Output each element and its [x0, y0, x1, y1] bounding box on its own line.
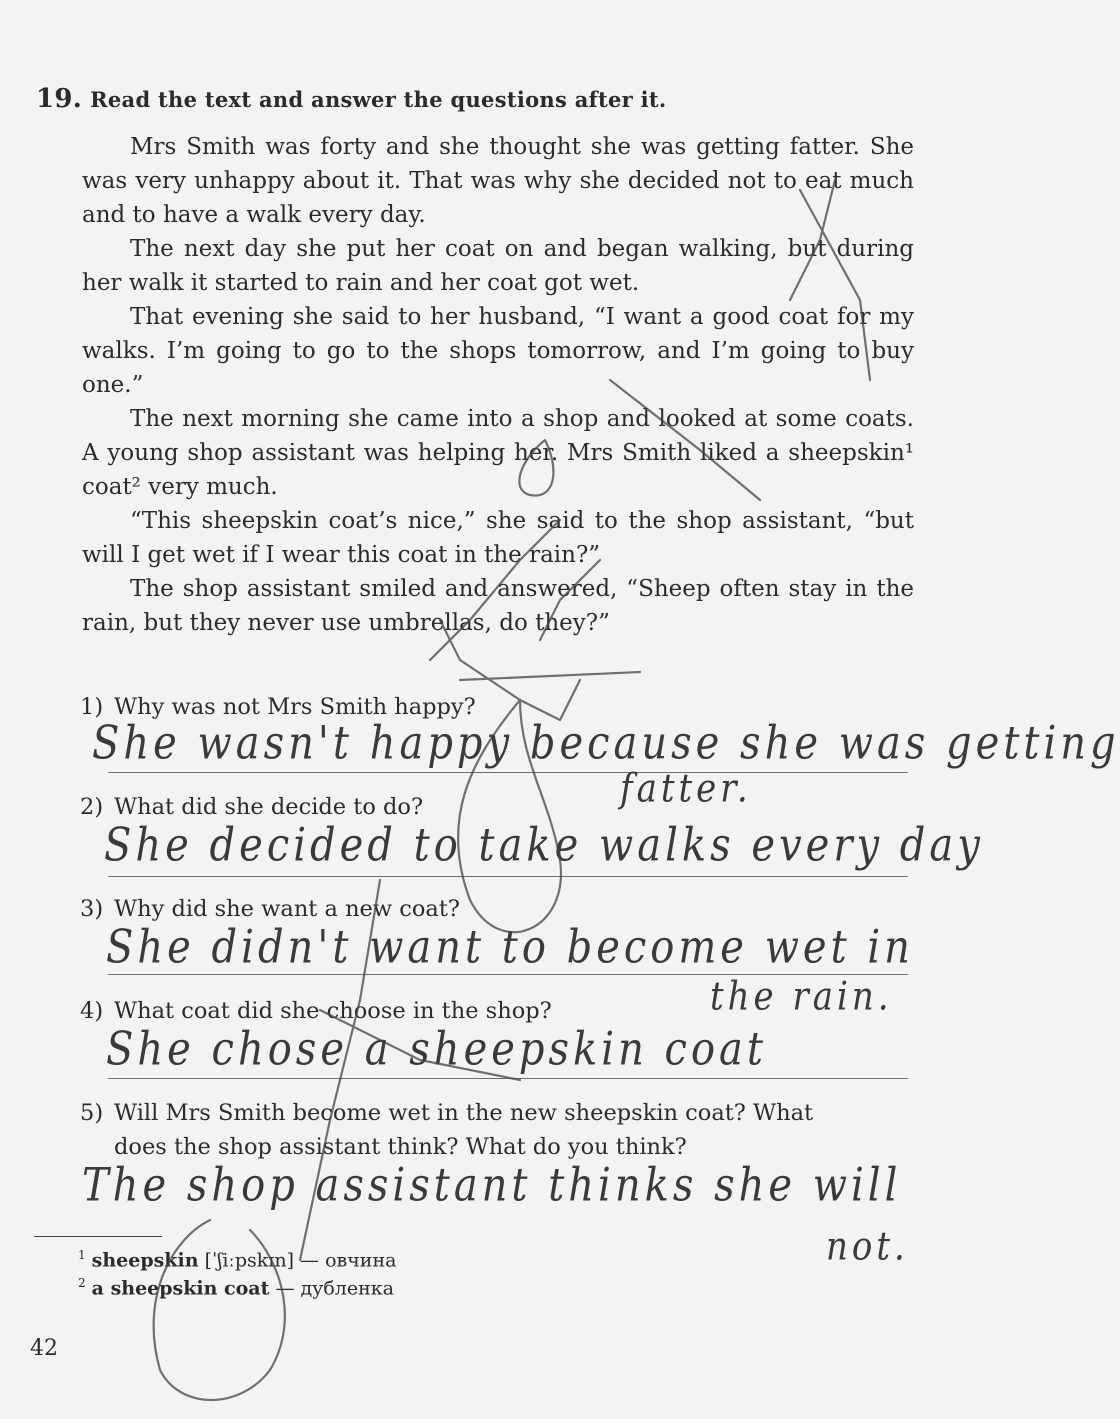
story-paragraph: The next day she put her coat on and began walking, but during her walk it started to rain and her coat got wet. — [82, 236, 914, 296]
answer-line-4 — [108, 1078, 908, 1079]
answer-5-continuation: not. — [826, 1224, 909, 1270]
page-number: 42 — [30, 1336, 58, 1361]
exercise-number: 19. — [36, 84, 83, 114]
story-paragraph: The next morning she came into a shop and looked at some coats. A young shop assistant was helping her. Mrs Smith liked a sheepskin¹ coat² very much. — [82, 406, 914, 500]
question-1: 1) Why was not Mrs Smith happy? — [80, 694, 476, 720]
question-5: 5) Will Mrs Smith become wet in the new sheepskin coat? What does the shop assistant think? What do you think? — [80, 1100, 814, 1160]
answer-line-1 — [108, 772, 908, 773]
footnote-2: $^2$ a sheepskin coat — дубленка — [78, 1276, 394, 1300]
answer-3-handwriting: She didn't want to become wet in — [106, 921, 914, 974]
question-2: 2) What did she decide to do? — [80, 794, 424, 820]
story-paragraph: The shop assistant smiled and answered, “Sheep often stay in the rain, but they never use umbrellas, do they?” — [82, 576, 914, 636]
answer-3-continuation: the rain. — [710, 974, 893, 1020]
exercise-instruction: Read the text and answer the questions after it. — [90, 87, 667, 112]
question-3: 3) Why did she want a new coat? — [80, 896, 460, 922]
answer-line-2 — [108, 876, 908, 877]
answer-5-handwriting: The shop assistant thinks she will — [82, 1159, 902, 1212]
answer-1-continuation: fatter. — [620, 766, 752, 812]
story-paragraph: Mrs Smith was forty and she thought she was getting fatter. She was very unhappy about it. That was why she decided not to eat much and to have a walk every day. — [82, 134, 914, 228]
footnote-divider — [34, 1236, 162, 1237]
story-paragraph: “This sheepskin coat’s nice,” she said to the shop assistant, “but will I get wet if I wear this coat in the rain?” — [82, 508, 914, 568]
story-paragraph: That evening she said to her husband, “I want a good coat for my walks. I’m going to go to the shops tomorrow, and I’m going to buy one.” — [82, 304, 914, 398]
answer-1-handwriting: She wasn't happy because she was getting — [92, 717, 1120, 770]
answer-4-handwriting: She chose a sheepskin coat — [106, 1023, 767, 1076]
story-text — [82, 130, 914, 640]
answer-2-handwriting: She decided to take walks every day — [104, 819, 984, 872]
exercise-title — [36, 84, 667, 114]
footnote-1: $^1$ sheepskin [ˈʃiːpskɪn] — овчина — [78, 1248, 397, 1272]
question-4: 4) What coat did she choose in the shop? — [80, 998, 552, 1024]
